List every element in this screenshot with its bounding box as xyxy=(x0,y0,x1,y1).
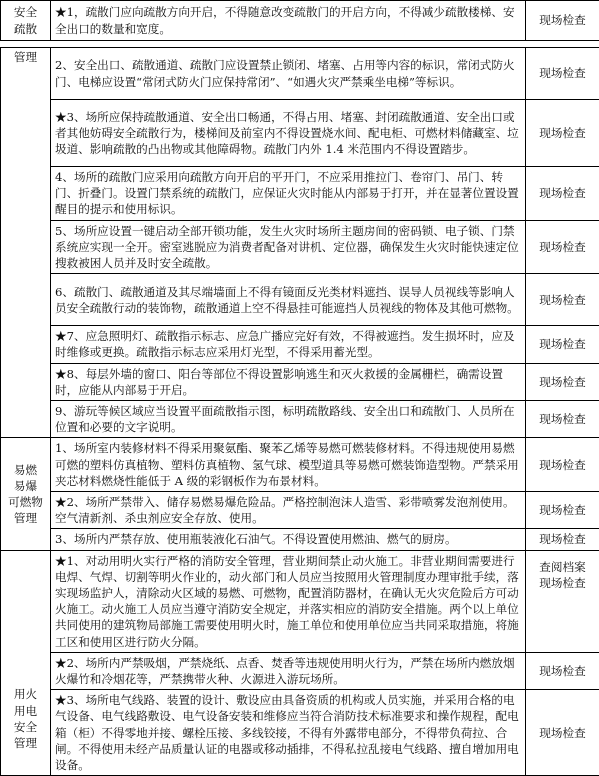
requirement-text: 2、安全出口、疏散通道、疏散门应设置禁止锁闭、堵塞、占用等内容的标识，常闭式防火门、电梯应设置“常闭式防火门应保持常闭”、“如遇火灾严禁乘坐电梯”等标识。 xyxy=(51,48,526,100)
table-row xyxy=(1,492,599,529)
requirement-text: 3、场所内严禁存放、使用瓶装液化石油气。不得设置使用燃油、燃气的厨房。 xyxy=(51,529,526,550)
category-label: 易爆 xyxy=(3,478,48,494)
table-row xyxy=(1,326,599,363)
table-row xyxy=(1,690,599,776)
table-row xyxy=(1,274,599,326)
requirement-text: ★2、场所严禁带入、储存易燃易爆危险品。严格控制泡沫人造雪、彩带喷雾发泡剂使用。空气清新剂、杀虫剂应安全存放、使用。 xyxy=(51,492,526,529)
check-method: 现场检查 xyxy=(526,401,599,438)
table-row xyxy=(1,529,599,550)
category-label: 安全 xyxy=(3,719,48,735)
check-method: 现场检查 xyxy=(526,100,599,167)
section-gap xyxy=(1,41,599,48)
check-method: 现场检查 xyxy=(526,326,599,363)
check-method: 现场检查 xyxy=(526,220,599,274)
check-method: 现场检查 xyxy=(526,274,599,326)
requirement-text: 9、游玩等候区域应当设置平面疏散指示图，标明疏散路线、安全出口和疏散门、人员所在位置和必要的文字说明。 xyxy=(51,401,526,438)
table-row xyxy=(1,652,599,689)
check-method: 现场检查 xyxy=(526,690,599,776)
category-label: 管理 xyxy=(3,49,48,65)
table-row xyxy=(1,550,599,652)
requirement-text: ★3、场所应保持疏散通道、安全出口畅通，不得占用、堵塞、封闭疏散通道、安全出口或者其他妨碍安全疏散行为，楼梯间及前室内不得设置烧水间、配电柜、可燃材料储藏室、垃圾道、影响疏散的凸出物或其他障碍物。疏散门内外 1.4 米范围内不得设置踏步。 xyxy=(51,100,526,167)
table-row xyxy=(1,48,599,100)
category-label: 可燃物 xyxy=(3,494,48,510)
requirement-text: ★2、场所内严禁吸烟，严禁烧纸、点香、焚香等违规使用明火行为，严禁在场所内燃放烟火爆竹和冷烟花等，严禁携带火种、火源进入游玩场所。 xyxy=(51,652,526,689)
category-label: 管理 xyxy=(3,510,48,526)
table-row xyxy=(1,438,599,492)
requirement-text: ★3、场所电气线路、装置的设计、敷设应由具备资质的机构或人员实施，并采用合格的电气设备、电气线路敷设、电气设备安装和维修应当符合消防技术标准要求和操作规程，配电箱（柜）不得零地并接、螺栓压接、多线铰接，不得有外露带电部分，不得带负荷拉、合闸。不得使用未经产品质量认证的电器或移动插排，不得私拉乱接电气线路、擅自增加用电设备。 xyxy=(51,690,526,776)
requirement-text: 4、场所的疏散门应采用向疏散方向开启的平开门，不应采用推拉门、卷帘门、吊门、转门、折叠门。设置门禁系统的疏散门，应保证火灾时能从内部易于打开，并在显著位置设置醒目的提示和使用标识。 xyxy=(51,167,526,221)
check-method: 现场检查 xyxy=(526,48,599,100)
check-method: 现场检查 xyxy=(526,438,599,492)
table-row xyxy=(1,220,599,274)
check-method: 现场检查 xyxy=(526,652,599,689)
table-row xyxy=(1,100,599,167)
table-row xyxy=(1,1,599,41)
check-method: 现场检查 xyxy=(526,363,599,400)
requirement-text: ★1，疏散门应向疏散方向开启，不得随意改变疏散门的开启方向，不得减少疏散楼梯、安全出口的数量和宽度。 xyxy=(51,1,526,41)
category-label: 用电 xyxy=(3,703,48,719)
category-cell-fire-electric xyxy=(1,550,51,776)
category-cell-safe-evacuation xyxy=(1,1,51,41)
check-method: 现场检查 xyxy=(526,167,599,221)
category-label: 管理 xyxy=(3,735,48,751)
category-cell-flammables xyxy=(1,438,51,550)
requirement-text: ★7、应急照明灯、疏散指示标志、应急广播应完好有效，不得被遮挡。发生损坏时，应及时维修或更换。疏散指示标志应采用灯光型，不得采用蓄光型。 xyxy=(51,326,526,363)
check-method: 现场检查 xyxy=(526,529,599,550)
requirement-text: ★8、每层外墙的窗口、阳台等部位不得设置影响逃生和灭火救援的金属栅栏，确需设置时，应能从内部易于开启。 xyxy=(51,363,526,400)
table-row xyxy=(1,401,599,438)
requirement-text: 6、疏散门、疏散通道及其尽端墙面上不得有镜面反光类材料遮挡、误导人员视线等影响人员安全疏散行动的装饰物，疏散通道上空不得悬挂可能遮挡人员视线的物体及其他可燃物。 xyxy=(51,274,526,326)
category-label: 易燃 xyxy=(3,462,48,478)
requirement-text: 5、场所应设置一键启动全部开锁功能，发生火灾时场所主题房间的密码锁、电子锁、门禁系统应实现一全开。密室逃脱应为消费者配备对讲机、定位器，确保发生火灾时能快速定位搜救被困人员并及时安全疏散。 xyxy=(51,220,526,274)
requirement-text: ★1、对动用明火实行严格的消防安全管理，营业期间禁止动火施工。非营业期间需要进行电焊、气焊、切割等明火作业的，动火部门和人员应当按照用火管理制度办理审批手续，落实现场监护人，清除动火区域的易燃、可燃物，配置消防器材，在确认无火灾危险后方可动火施工。动火施工人员应当遵守消防安全规定，并落实相应的消防安全措施。两个以上单位共同使用的建筑物局部施工需要使用明火时，施工单位和使用单位应当共同采取措施，将施工区和使用区进行防火分隔。 xyxy=(51,550,526,652)
check-method: 查阅档案 现场检查 xyxy=(526,550,599,652)
category-label: 疏散 xyxy=(3,21,48,37)
table-row xyxy=(1,363,599,400)
requirement-text: 1、场所室内装修材料不得采用聚氨酯、聚苯乙烯等易燃可燃装修材料。不得违规使用易燃可燃的塑料仿真植物、塑料仿真植物、氢气球、模型道具等易燃可燃装饰造型物。严禁采用夹芯材料燃烧性能低于 A 级的彩钢板作为布景材料。 xyxy=(51,438,526,492)
check-method: 现场检查 xyxy=(526,1,599,41)
category-label: 安全 xyxy=(3,4,48,20)
category-label: 用火 xyxy=(3,686,48,702)
check-method: 现场检查 xyxy=(526,492,599,529)
table-row xyxy=(1,167,599,221)
category-cell-management xyxy=(1,48,51,438)
